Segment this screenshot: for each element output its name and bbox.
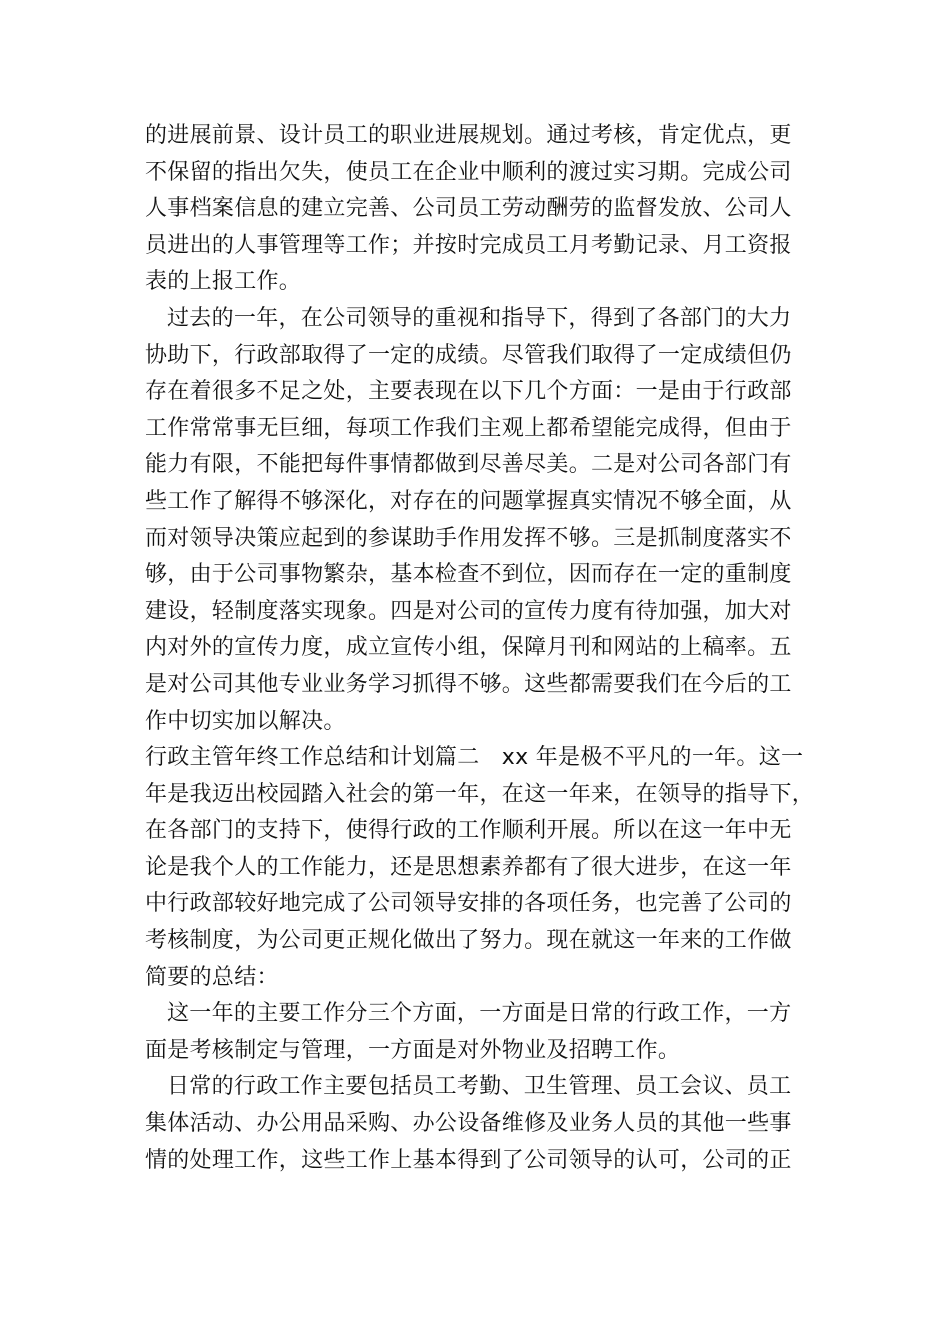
text-line: 建设，轻制度落实现象。四是对公司的宣传力度有待加强，加大对 bbox=[145, 598, 792, 624]
text-line: 日常的行政工作主要包括员工考勤、卫生管理、员工会议、员工 bbox=[167, 1074, 792, 1100]
text-line: 这一年的主要工作分三个方面，一方面是日常的行政工作，一方 bbox=[167, 1001, 792, 1027]
text-line: 的进展前景、设计员工的职业进展规划。通过考核，肯定优点，更 bbox=[145, 123, 792, 148]
text-line: 集体活动、办公用品采购、办公设备维修及业务人员的其他一些事 bbox=[145, 1111, 792, 1137]
text-line: 作中切实加以解决。 bbox=[145, 708, 346, 734]
document-body bbox=[145, 118, 825, 1179]
text-line: 考核制度，为公司更正规化做出了努力。现在就这一年来的工作做 bbox=[145, 928, 792, 954]
text-line: 论是我个人的工作能力，还是思想素养都有了很大进步，在这一年 bbox=[145, 854, 792, 880]
text-line: 内对外的宣传力度，成立宣传小组，保障月刊和网站的上稿率。五 bbox=[145, 635, 792, 661]
text-line: 而对领导决策应起到的参谋助手作用发挥不够。三是抓制度落实不 bbox=[145, 525, 792, 551]
text-line: 行政主管年终工作总结和计划篇二 xx 年是极不平凡的一年。这一 bbox=[145, 745, 804, 771]
text-line: 年是我迈出校园踏入社会的第一年，在这一年来，在领导的指导下， bbox=[145, 781, 815, 807]
text-line: 面是考核制定与管理，一方面是对外物业及招聘工作。 bbox=[145, 1037, 681, 1063]
text-line: 够，由于公司事物繁杂，基本检查不到位，因而存在一定的重制度 bbox=[145, 562, 792, 588]
text-line: 协助下，行政部取得了一定的成绩。尽管我们取得了一定成绩但仍 bbox=[145, 342, 792, 368]
text-line: 能力有限，不能把每件事情都做到尽善尽美。二是对公司各部门有 bbox=[145, 452, 792, 478]
text-line: 不保留的指出欠失，使员工在企业中顺利的渡过实习期。完成公司 bbox=[145, 159, 792, 185]
text-line: 存在着很多不足之处，主要表现在以下几个方面：一是由于行政部 bbox=[145, 379, 792, 405]
text-line: 简要的总结： bbox=[145, 964, 279, 990]
text-line: 情的处理工作，这些工作上基本得到了公司领导的认可，公司的正 bbox=[145, 1147, 792, 1173]
text-line: 人事档案信息的建立完善、公司员工劳动酬劳的监督发放、公司人 bbox=[145, 196, 792, 222]
text-line: 是对公司其他专业业务学习抓得不够。这些都需要我们在今后的工 bbox=[145, 671, 792, 697]
text-line: 些工作了解得不够深化，对存在的问题掌握真实情况不够全面，从 bbox=[145, 488, 792, 514]
text-line: 在各部门的支持下，使得行政的工作顺利开展。所以在这一年中无 bbox=[145, 818, 792, 844]
text-line: 过去的一年，在公司领导的重视和指导下，得到了各部门的大力 bbox=[167, 305, 792, 331]
text-line: 表的上报工作。 bbox=[145, 269, 302, 295]
text-line: 工作常常事无巨细，每项工作我们主观上都希望能完成得，但由于 bbox=[145, 415, 792, 441]
text-line: 中行政部较好地完成了公司领导安排的各项任务，也完善了公司的 bbox=[145, 891, 792, 917]
text-line: 员进出的人事管理等工作；并按时完成员工月考勤记录、月工资报 bbox=[145, 232, 792, 258]
